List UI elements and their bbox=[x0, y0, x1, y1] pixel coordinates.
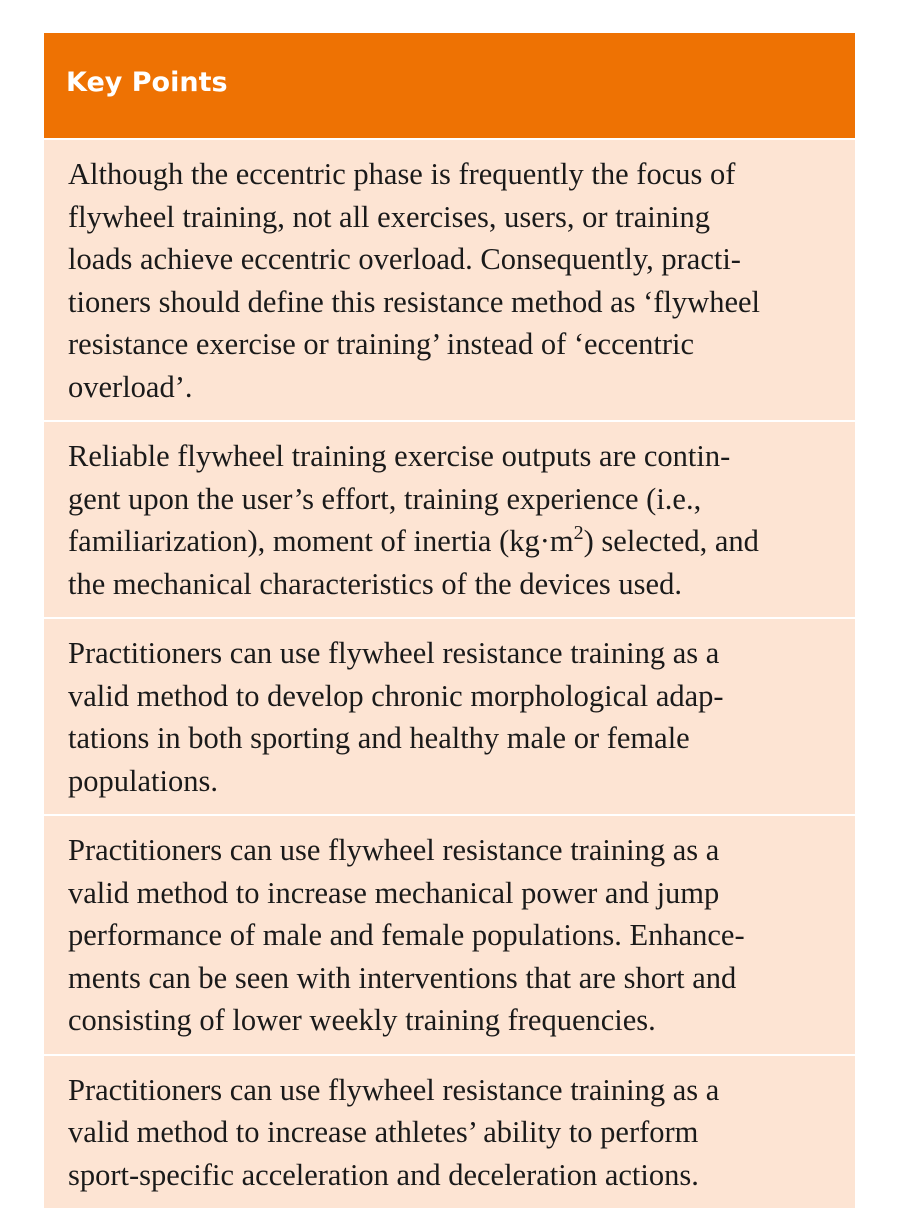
key-point-line: tations in both sporting and healthy male or female bbox=[68, 717, 835, 760]
key-point-line: Practitioners can use flywheel resistance training as a bbox=[68, 829, 835, 872]
key-points-title: Key Points bbox=[66, 67, 228, 98]
key-point-1 bbox=[44, 138, 855, 420]
key-point-line: ments can be seen with interventions that are short and bbox=[68, 957, 835, 1000]
key-point-line: Although the eccentric phase is frequently the focus of bbox=[68, 153, 835, 196]
key-point-line: valid method to develop chronic morphological adap- bbox=[68, 675, 835, 718]
key-point-line: overload’. bbox=[68, 366, 835, 409]
key-point-line: gent upon the user’s effort, training experience (i.e., bbox=[68, 478, 835, 521]
key-point-line: loads achieve eccentric overload. Consequently, practi- bbox=[68, 238, 835, 281]
key-point-line: sport-specific acceleration and deceleration actions. bbox=[68, 1154, 835, 1197]
key-point-line: consisting of lower weekly training frequencies. bbox=[68, 999, 835, 1042]
superscript-two: 2 bbox=[574, 522, 584, 544]
inertia-text: familiarization), moment of inertia (kg·m bbox=[68, 524, 574, 558]
key-point-line: populations. bbox=[68, 760, 835, 803]
inertia-text-after: ) selected, and bbox=[584, 524, 759, 558]
key-points-box bbox=[44, 33, 855, 1208]
key-point-line: Reliable flywheel training exercise outputs are contin- bbox=[68, 435, 835, 478]
key-point-line: tioners should define this resistance method as ‘flywheel bbox=[68, 281, 835, 324]
key-point-line: flywheel training, not all exercises, users, or training bbox=[68, 196, 835, 239]
key-point-line: Practitioners can use flywheel resistance training as a bbox=[68, 1069, 835, 1112]
key-point-line: performance of male and female populations. Enhance- bbox=[68, 914, 835, 957]
key-point-3 bbox=[44, 617, 855, 814]
key-point-line: the mechanical characteristics of the devices used. bbox=[68, 563, 835, 606]
key-point-line bbox=[68, 520, 835, 563]
key-points-header bbox=[44, 33, 855, 138]
key-point-4 bbox=[44, 814, 855, 1054]
key-point-2 bbox=[44, 420, 855, 617]
key-point-line: Practitioners can use flywheel resistance training as a bbox=[68, 632, 835, 675]
key-point-line: valid method to increase mechanical power and jump bbox=[68, 872, 835, 915]
key-point-line: valid method to increase athletes’ ability to perform bbox=[68, 1111, 835, 1154]
key-point-5 bbox=[44, 1054, 855, 1208]
key-point-line: resistance exercise or training’ instead of ‘eccentric bbox=[68, 323, 835, 366]
